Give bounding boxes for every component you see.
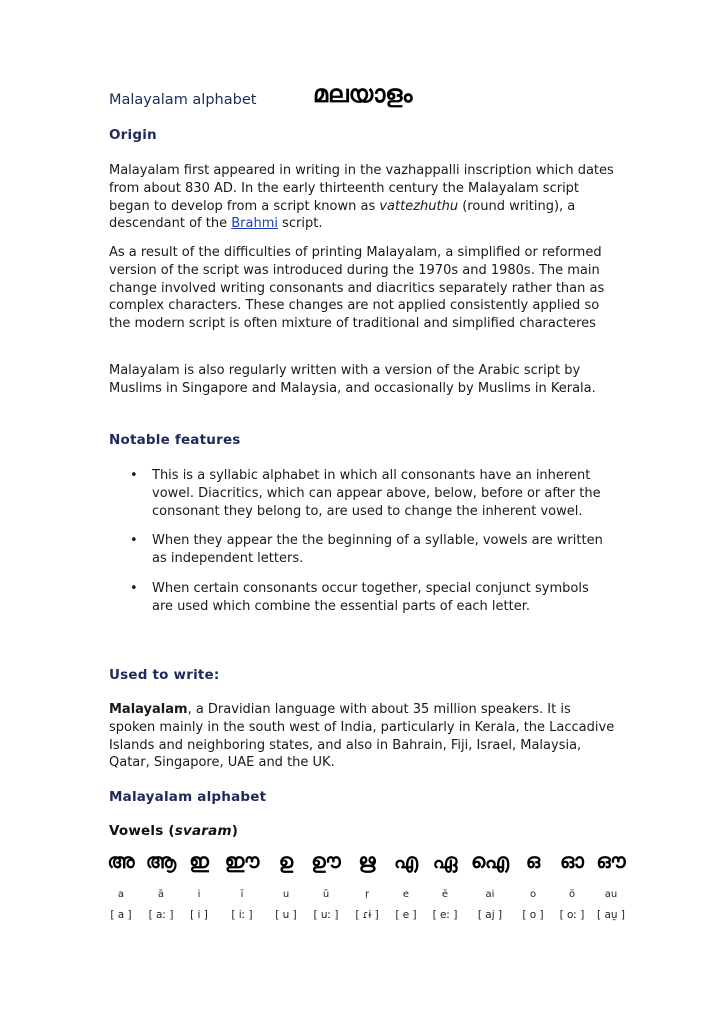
feature-text: This is a syllabic alphabet in which all consonants have an inherent vowel. Diacritics, which can appear above, below, before or after the consonant they belong to, are used to change the inherent vowel. — [152, 468, 601, 519]
vowel-glyph: ഒ — [525, 849, 541, 873]
vowel-glyph: അ — [107, 849, 135, 873]
vowel-cell — [222, 846, 262, 922]
vowel-glyph: എ — [393, 849, 419, 873]
vowel-ipa: [ a ] — [110, 909, 132, 921]
used-to-write-paragraph — [109, 701, 619, 772]
vowel-cell — [141, 846, 181, 922]
vowel-ipa: [ o ] — [522, 909, 544, 921]
vowel-glyph: ഈ — [224, 849, 260, 873]
vowel-cell — [266, 846, 306, 922]
vowel-transliteration: e — [402, 889, 410, 900]
origin-paragraph-2: As a result of the difficulties of printing Malayalam, a simplified or reformed version of the script was introduced during the 1970s and 1980s. The main change involved writing consonants and diacritics separately rather than as complex characters. These changes are not applied consistently applied so the modern script is often mixture of traditional and simplified characteres — [109, 245, 605, 332]
vowel-transliteration: ā — [157, 889, 165, 900]
vowels-heading — [109, 823, 614, 839]
vowel-glyph: ഏ — [432, 849, 458, 873]
origin-p1-text-a: Malayalam first appeared in writing in the vazhappalli inscription which dates from about 830 AD. In the early thirteenth century the Malayalam script began to develop from a script known as — [109, 163, 614, 214]
vowel-cell — [470, 846, 510, 922]
feature-text: When they appear the the beginning of a syllable, vowels are written as independent letters. — [152, 533, 603, 567]
vowel-transliteration: u — [282, 889, 290, 900]
vowel-ipa: [ ɾɨ ] — [355, 909, 379, 921]
brahmi-link[interactable]: Brahmi — [231, 216, 278, 232]
vowels-label: Vowels ( — [109, 823, 175, 839]
vowel-ipa: [ u ] — [275, 909, 297, 921]
origin-p1-text-b: (round writing), a descendant of the — [109, 198, 576, 232]
vowel-transliteration: ū — [322, 889, 330, 900]
list-item — [109, 467, 612, 520]
vowel-cell — [513, 846, 553, 922]
vowel-transliteration: au — [604, 889, 618, 900]
vowel-transliteration: ō — [568, 889, 576, 900]
page-title: Malayalam alphabet — [109, 92, 257, 108]
origin-p1-text-c: script. — [277, 216, 323, 232]
vowel-cell — [591, 846, 631, 922]
vowel-cell — [386, 846, 426, 922]
bullet-icon: • — [130, 468, 138, 483]
language-description: , a Dravidian language with about 35 million speakers. It is spoken mainly in the south west of India, particularly in Kerala, the Laccadive Islands and neighboring states, and also in Bahrain, Fiji, Israel, Malaysia, Qatar, Singapore, UAE and the UK. — [109, 702, 615, 771]
origin-heading: Origin — [109, 127, 157, 143]
vowels-close: ) — [231, 823, 239, 839]
vowel-cell — [425, 846, 465, 922]
vowel-transliteration: ī — [240, 889, 244, 900]
vowel-glyph: ഉ — [278, 849, 294, 873]
vowel-glyph: ഔ — [596, 849, 626, 873]
vowel-ipa: [ aj ] — [477, 909, 503, 921]
vowel-transliteration: o — [529, 889, 537, 900]
vowel-transliteration: a — [117, 889, 125, 900]
bullet-icon: • — [130, 533, 138, 549]
origin-paragraph-3: Malayalam is also regularly written with a version of the Arabic script by Muslims in Singapore and Malaysia, and occasionally by Muslims in Kerala. — [109, 363, 596, 396]
vowel-ipa: [ uː ] — [313, 909, 339, 921]
vowel-cell — [552, 846, 592, 922]
vowel-transliteration: ē — [441, 889, 449, 900]
list-item — [109, 532, 612, 568]
vowel-ipa: [ au̯ ] — [597, 909, 625, 921]
used-to-write-heading: Used to write: — [109, 667, 220, 683]
vowel-glyph: ഇ — [189, 849, 209, 873]
vowel-ipa: [ e ] — [395, 909, 417, 921]
vowel-cell — [101, 846, 141, 922]
vowel-glyph: ഊ — [311, 849, 341, 873]
vowel-transliteration: ṛ — [364, 889, 370, 900]
feature-text: When certain consonants occur together, special conjunct symbols are used which combine the essential parts of each letter. — [152, 580, 589, 614]
vowel-transliteration: i — [197, 889, 201, 900]
alphabet-heading: Malayalam alphabet — [109, 789, 267, 805]
vowel-cell — [179, 846, 219, 922]
features-list — [109, 467, 614, 616]
list-item — [109, 580, 612, 616]
vowel-ipa: [ iː ] — [231, 909, 253, 921]
vowel-glyph: ഓ — [560, 849, 584, 873]
vowel-glyph: ഐ — [470, 849, 510, 873]
vowel-ipa: [ aː ] — [148, 909, 174, 921]
features-heading: Notable features — [109, 432, 241, 448]
vowel-glyph: ഋ — [358, 849, 376, 873]
vowels-italic: svaram — [174, 823, 232, 839]
vowel-ipa: [ oː ] — [559, 909, 585, 921]
language-name: Malayalam — [109, 702, 188, 717]
vowel-ipa: [ eː ] — [432, 909, 458, 921]
bullet-icon: • — [130, 580, 138, 596]
vowel-ipa: [ i ] — [190, 909, 208, 921]
origin-p1-italic: vattezhuthu — [379, 198, 459, 214]
script-name: മലയാളം — [313, 80, 413, 108]
vowel-cell — [347, 846, 387, 922]
vowel-glyph: ആ — [145, 849, 177, 873]
origin-paragraph-1 — [109, 162, 614, 233]
vowel-cell — [306, 846, 346, 922]
vowel-transliteration: ai — [485, 889, 495, 900]
